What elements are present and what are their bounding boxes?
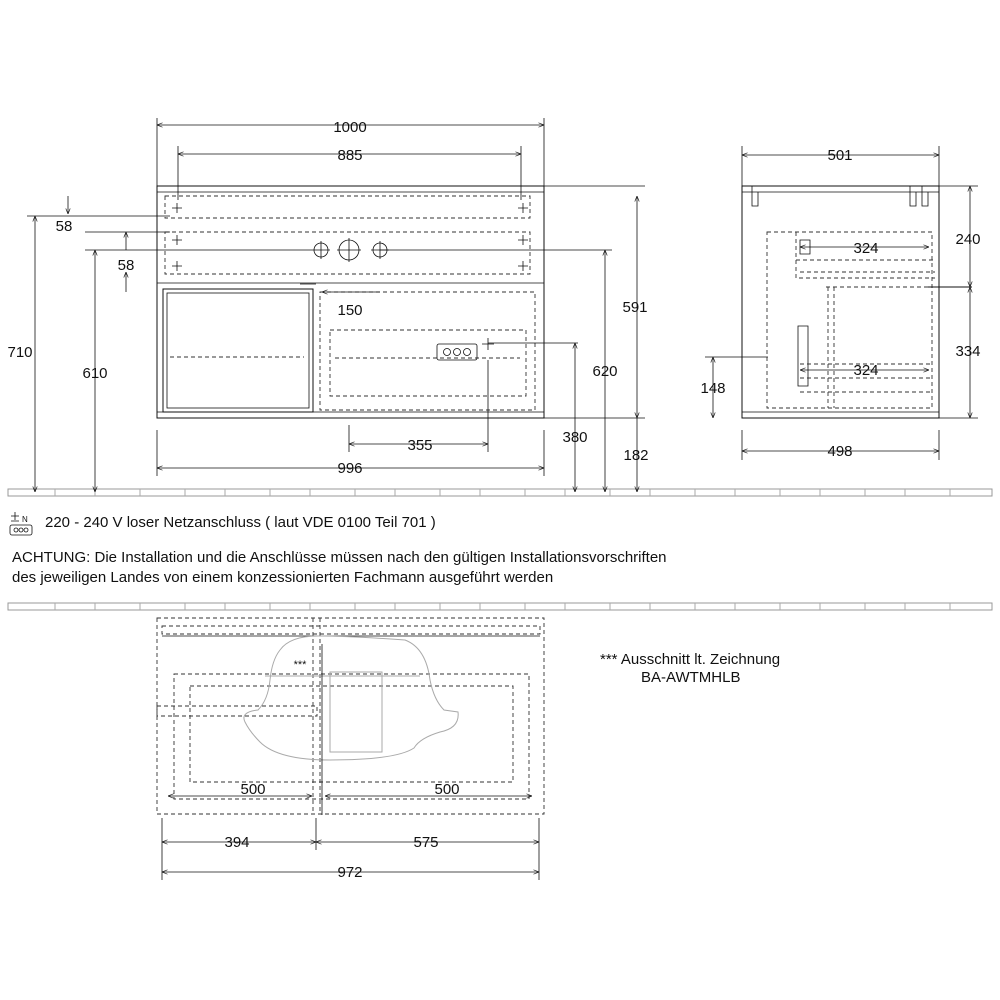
floor-line-upper bbox=[8, 489, 992, 496]
cutout-marker: *** bbox=[293, 659, 307, 671]
dim-floor-gap: 182 bbox=[623, 447, 649, 464]
dim-top-depth: 501 bbox=[827, 147, 853, 164]
dim-right-width: 575 bbox=[413, 834, 439, 851]
dim-bottom-depth: 498 bbox=[827, 443, 853, 460]
dim-bottom-width: 996 bbox=[337, 460, 363, 477]
dim-outlet-height: 380 bbox=[562, 429, 588, 446]
dim-left-drawer: 500 bbox=[240, 781, 266, 798]
side-view bbox=[700, 146, 980, 460]
side-cabinet-outline bbox=[742, 186, 939, 418]
dim-upper-height: 240 bbox=[955, 231, 981, 248]
dim-top-offset-1: 58 bbox=[55, 218, 73, 235]
dim-top-offset-2: 58 bbox=[117, 257, 135, 274]
svg-text:N: N bbox=[22, 515, 28, 524]
front-view bbox=[7, 118, 648, 492]
dim-tap-spacing: 150 bbox=[337, 302, 363, 319]
dim-body-height: 610 bbox=[82, 365, 108, 382]
washbasin-cutout bbox=[244, 636, 458, 760]
top-view bbox=[157, 618, 544, 881]
dim-total-width: 972 bbox=[337, 864, 363, 881]
dim-height-591: 591 bbox=[622, 299, 648, 316]
floor-line-lower bbox=[8, 603, 992, 610]
dim-right-drawer: 500 bbox=[434, 781, 460, 798]
dim-left-width: 394 bbox=[224, 834, 250, 851]
power-note: 220 - 240 V loser Netzanschluss ( laut VDE 0100 Teil 701 ) bbox=[45, 514, 436, 531]
top-view-outline bbox=[157, 618, 544, 814]
cutout-note-line-1: *** Ausschnitt lt. Zeichnung bbox=[600, 651, 781, 668]
warning-line-2: des jeweiligen Landes von einem konzessionierten Fachmann ausgeführt werden bbox=[12, 569, 554, 586]
cutout-note-line-2: BA-AWTMHLB bbox=[641, 669, 741, 686]
dim-total-height: 710 bbox=[7, 344, 33, 361]
dim-outlet-offset: 355 bbox=[407, 437, 433, 454]
dim-overall-width: 1000 bbox=[333, 119, 367, 136]
power-socket-icon bbox=[10, 512, 32, 535]
warning-line-1: ACHTUNG: Die Installation und die Anschlüsse müssen nach den gültigen Installationsvorschriften bbox=[12, 549, 667, 566]
dim-upper-shelf-depth: 324 bbox=[853, 240, 879, 257]
dim-lower-height: 334 bbox=[955, 343, 981, 360]
dim-side-148: 148 bbox=[700, 380, 726, 397]
front-left-drawer bbox=[163, 289, 313, 412]
dim-inner-width: 885 bbox=[337, 147, 363, 164]
dim-lower-shelf-depth: 324 bbox=[853, 362, 879, 379]
dim-height-620: 620 bbox=[592, 363, 618, 380]
